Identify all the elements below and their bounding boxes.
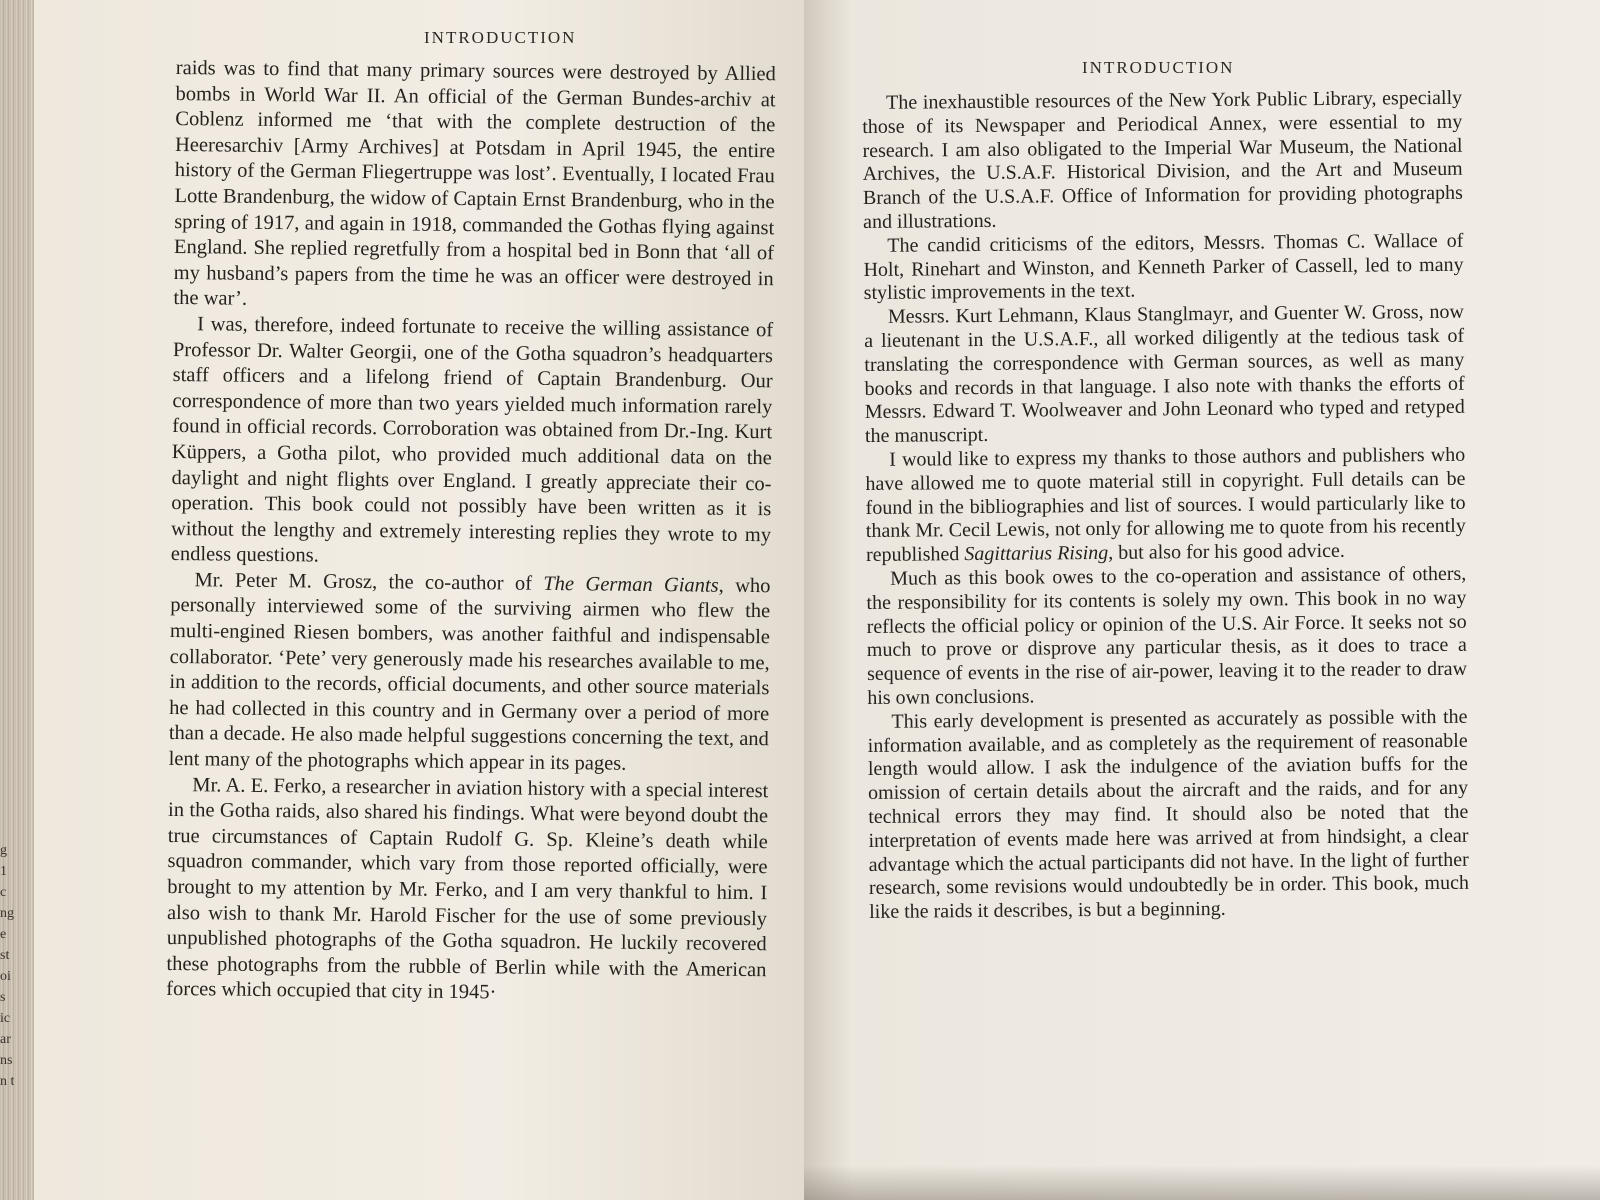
margin-fragment: ic xyxy=(0,1011,11,1026)
right-running-head: INTRODUCTION xyxy=(1082,58,1235,77)
text-run: Mr. Peter M. Grosz, the co-author of xyxy=(194,569,544,595)
right-paragraph-2: The candid criticisms of the editors, Messrs. Thomas C. Wallace of Holt, Rinehart and Winston, and Kenneth Parker of Cassell, led to many stylistic improvements in the text. xyxy=(863,229,1464,305)
left-paragraph-3 xyxy=(168,568,770,779)
left-paragraph-2: I was, therefore, indeed fortunate to receive the willing assistance of Professor Dr. Walter Georgii, one of the Gotha squadron’s headquarters staff officers and a lifelong friend of Captain Brandenburg. Our correspondence of more than two years yielded much information rarely found in official records. Corroboration was obtained from Dr.-Ing. Kurt Küppers, a Gotha pilot, who provided much additional data on the daylight and night flights over England. I greatly appreciate their co-operation. This book could not possibly have been written as it is without the lengthy and extremely interesting replies they wrote to my endless questions. xyxy=(170,313,774,567)
margin-fragment: g xyxy=(0,843,7,858)
left-page xyxy=(34,0,804,1200)
right-text-block xyxy=(862,87,1469,925)
text-run: , but also for his good advice. xyxy=(1108,539,1345,565)
margin-fragment: 1 xyxy=(0,864,7,879)
left-running-head: INTRODUCTION xyxy=(424,28,577,47)
right-paragraph-6: This early development is presented as accurately as possible with the information available, and as completely as the requirement of reasonable length would allow. I ask the indulgence of the aviation buffs for the omission of certain details about the aircraft and the raids, and for any technical errors they may find. It should also be noted that the interpretation of events made here was arrived at from hindsight, a clear advantage which the actual participants did not have. In the light of further research, some revisions would undoubtedly be in order. This book, much like the raids it describes, is but a beginning. xyxy=(867,705,1470,924)
margin-fragment: c xyxy=(0,885,7,900)
margin-fragment: ns xyxy=(0,1053,13,1068)
previous-page-margin-fragments xyxy=(0,840,14,1092)
margin-fragment: e xyxy=(0,927,7,942)
book-title: The German Giants xyxy=(543,572,719,597)
text-run: , who personally interviewed some of the surviving airmen who flew the multi-engined Riesen bombers, was another faithful and indispensable collaborator. ‘Pete’ very generously made his researches available to me, in addition to the records, official documents, and other source materials he had collected in this country and in Germany over a period of more than a decade. He also made helpful suggestions concerning the text, and lent many of the photographs which appear in its pages. xyxy=(168,574,771,775)
margin-fragment: ng xyxy=(0,906,14,921)
right-paragraph-3: Messrs. Kurt Lehmann, Klaus Stanglmayr, and Guenter W. Gross, now a lieutenant in the U.S.A.F., all worked diligently at the tedious task of translating the correspondence with German sources, as well as many books and records in that language. I also note with thanks the efforts of Messrs. Edward T. Woolweaver and John Leonard who typed and retyped the manuscript. xyxy=(864,300,1465,448)
margin-fragment: ar xyxy=(0,1032,11,1047)
left-text-block xyxy=(166,56,776,1009)
margin-fragment: s xyxy=(0,990,6,1005)
right-paragraph-1: The inexhaustible resources of the New York Public Library, especially those of its Newspaper and Periodical Annex, were essential to my research. I am also obligated to the Imperial War Museum, the National Archives, the U.S.A.F. Historical Division, and the Art and Museum Branch of the U.S.A.F. Office of Information for providing photographs and illustrations. xyxy=(862,86,1463,233)
margin-fragment: n t xyxy=(0,1074,14,1089)
margin-fragment: st xyxy=(0,948,10,963)
book-title: Sagittarius Rising xyxy=(964,542,1109,566)
bottom-shadow xyxy=(804,1165,1600,1200)
margin-fragment: oi xyxy=(0,969,11,984)
right-paragraph-5: Much as this book owes to the co-operation and assistance of others, the responsibility for its contents is solely my own. This book in no way reflects the official policy or opinion of the U.S. Air Force. It seeks not so much to prove or disprove any particular thesis, as it does to trace a sequence of events in the rise of air-power, leaving it to the reader to draw his own conclusions. xyxy=(866,562,1468,709)
left-paragraph-4: Mr. A. E. Ferko, a researcher in aviation history with a special interest in the Gotha raids, also shared his findings. What were beyond doubt the true circumstances of Captain Rudolf G. Sp. Kleine’s death while squadron commander, which vary from those reported officially, were brought to my attention by Mr. Ferko, and I am very thankful to him. I also wish to thank Mr. Harold Fischer for the use of some previously unpublished photographs of the Gotha squadron. He luckily recovered these photographs from the rubble of Berlin while with the American forces which occupied that city in 1945· xyxy=(166,773,769,1004)
left-paragraph-1: raids was to find that many primary sources were destroyed by Allied bombs in World War II. An official of the German Bundes-archiv at Coblenz informed me ‘that with the complete destruction of the Heeresarchiv [Army Archives] at Potsdam in April 1945, the entire history of the German Fliegertruppe was lost’. Eventually, I located Frau Lotte Brandenburg, the widow of Captain Ernst Brandenburg, who in the spring of 1917, and again in 1918, commanded the Gothas flying against England. She replied regretfully from a hospital bed in Bonn that ‘all of my husband’s papers from the time he was an officer were destroyed in the war’. xyxy=(173,56,776,311)
right-paragraph-4 xyxy=(865,444,1466,568)
right-page xyxy=(804,0,1600,1200)
text-run: I would like to express my thanks to those authors and publishers who have allowed me to quote material still in copyright. Full details can be found in the bibliographies and list of sources. I would particularly like to thank Mr. Cecil Lewis, not only for allowing me to quote from his recently republished xyxy=(865,443,1466,567)
